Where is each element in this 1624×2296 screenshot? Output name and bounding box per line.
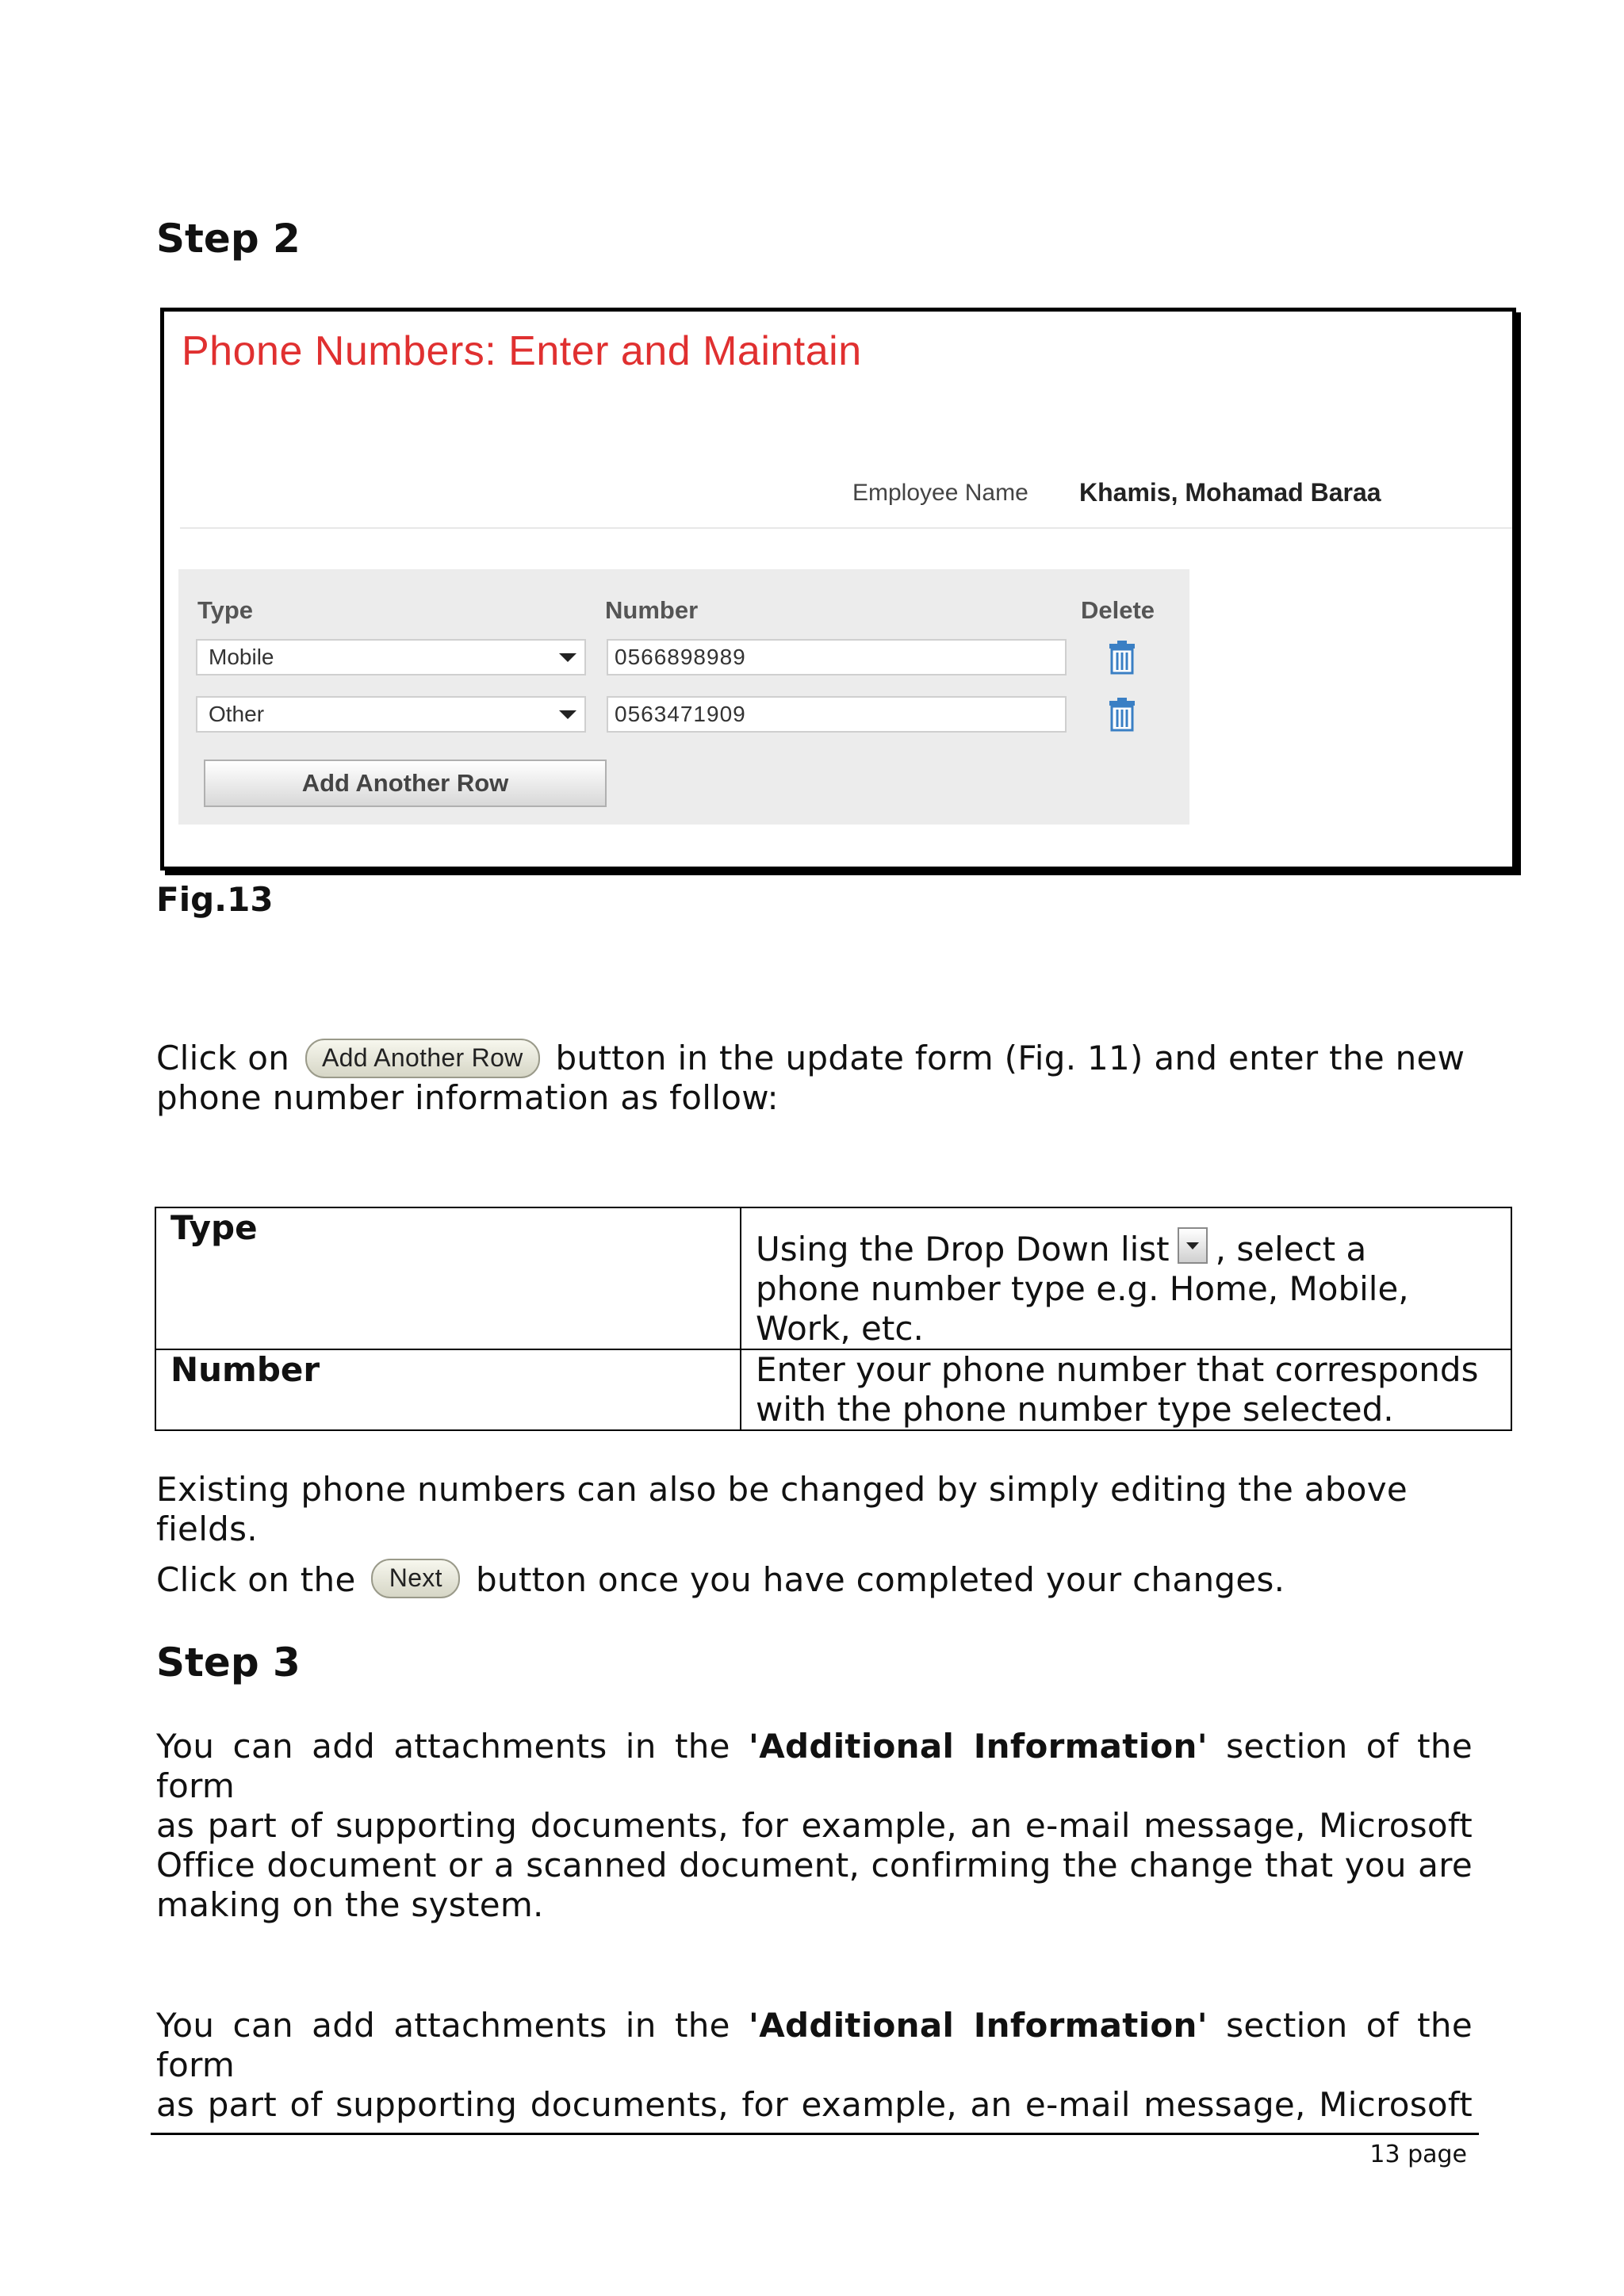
column-header-number: Number (605, 596, 699, 624)
chevron-down-icon (559, 653, 576, 662)
number-desc-line1: Enter your phone number that corresponds (756, 1350, 1479, 1389)
field-instructions-table (155, 1207, 1512, 1431)
page-number: 13 page (1369, 2141, 1467, 2168)
trash-icon[interactable] (1105, 639, 1139, 675)
para1-bold: 'Additional Information' (749, 1727, 1208, 1766)
next-suffix: button once you have completed your changes. (475, 1560, 1285, 1599)
para1-line2: as part of supporting documents, for example, an e-mail message, Microsoft (156, 1806, 1473, 1845)
instruction-suffix: button in the update form (Fig. 11) and enter the new (555, 1039, 1465, 1077)
type-desc-post: , select a (1215, 1230, 1367, 1269)
form-title: Phone Numbers: Enter and Maintain (182, 328, 862, 374)
employee-name-label: Employee Name (852, 480, 1028, 506)
type-select-row-1[interactable] (196, 639, 586, 675)
para2-bold: 'Additional Information' (749, 2006, 1208, 2045)
existing-line1: Existing phone numbers can also be changed by simply editing the above (156, 1470, 1408, 1509)
step3-heading: Step 3 (156, 1640, 301, 1686)
para1-line4: making on the system. (156, 1885, 544, 1924)
dropdown-icon (1178, 1227, 1208, 1264)
para1-post: section of the form (156, 1727, 1473, 1805)
number-input-row-1[interactable]: 0566898989 (607, 639, 1067, 675)
attachments-paragraph-2 (156, 2006, 1473, 2125)
attachments-paragraph-1 (156, 1727, 1473, 1925)
employee-name-value: Khamis, Mohamad Baraa (1079, 478, 1381, 507)
next-instruction (156, 1559, 1520, 1600)
table-row (155, 1207, 1511, 1349)
instruction-prefix: Click on (156, 1039, 290, 1077)
table-key-number: Number (155, 1349, 741, 1430)
para2-post: section of the form (156, 2006, 1473, 2084)
column-header-type: Type (197, 596, 254, 624)
existing-line2: fields. (156, 1510, 258, 1548)
type-select-value: Mobile (209, 645, 274, 669)
para2-line2: as part of supporting documents, for example, an e-mail message, Microsoft (156, 2085, 1473, 2124)
trash-icon[interactable] (1105, 696, 1139, 733)
table-key-type: Type (155, 1207, 741, 1349)
number-desc-line2: with the phone number type selected. (756, 1390, 1394, 1429)
type-select-row-2[interactable] (196, 696, 586, 733)
table-row (155, 1349, 1511, 1430)
next-inline-button[interactable]: Next (371, 1559, 460, 1598)
add-another-row-inline-button[interactable]: Add Another Row (305, 1039, 540, 1078)
para1-pre: You can add attachments in the (156, 1727, 730, 1766)
para2-pre: You can add attachments in the (156, 2006, 730, 2045)
existing-numbers-note (156, 1470, 1520, 1549)
type-select-value: Other (209, 702, 265, 726)
type-desc-pre: Using the Drop Down list (756, 1230, 1170, 1269)
para1-line3: Office document or a scanned document, confirming the change that you are (156, 1846, 1473, 1885)
header-divider (180, 527, 1512, 529)
type-desc-line2: phone number type e.g. Home, Mobile, (756, 1269, 1409, 1308)
number-input-row-2[interactable]: 0563471909 (607, 696, 1067, 733)
chevron-down-icon (559, 710, 576, 719)
footer-divider (151, 2133, 1479, 2135)
step2-heading: Step 2 (156, 216, 301, 262)
instruction-line2: phone number information as follow: (156, 1078, 779, 1117)
add-another-row-button[interactable]: Add Another Row (204, 760, 607, 807)
add-row-instruction (156, 1039, 1520, 1118)
table-desc-number (741, 1349, 1511, 1430)
figure-caption: Fig.13 (156, 880, 274, 919)
phone-numbers-screenshot (160, 308, 1516, 871)
table-desc-type (741, 1207, 1511, 1349)
column-header-delete: Delete (1081, 596, 1155, 624)
next-prefix: Click on the (156, 1560, 356, 1599)
type-desc-line3: Work, etc. (756, 1309, 924, 1348)
